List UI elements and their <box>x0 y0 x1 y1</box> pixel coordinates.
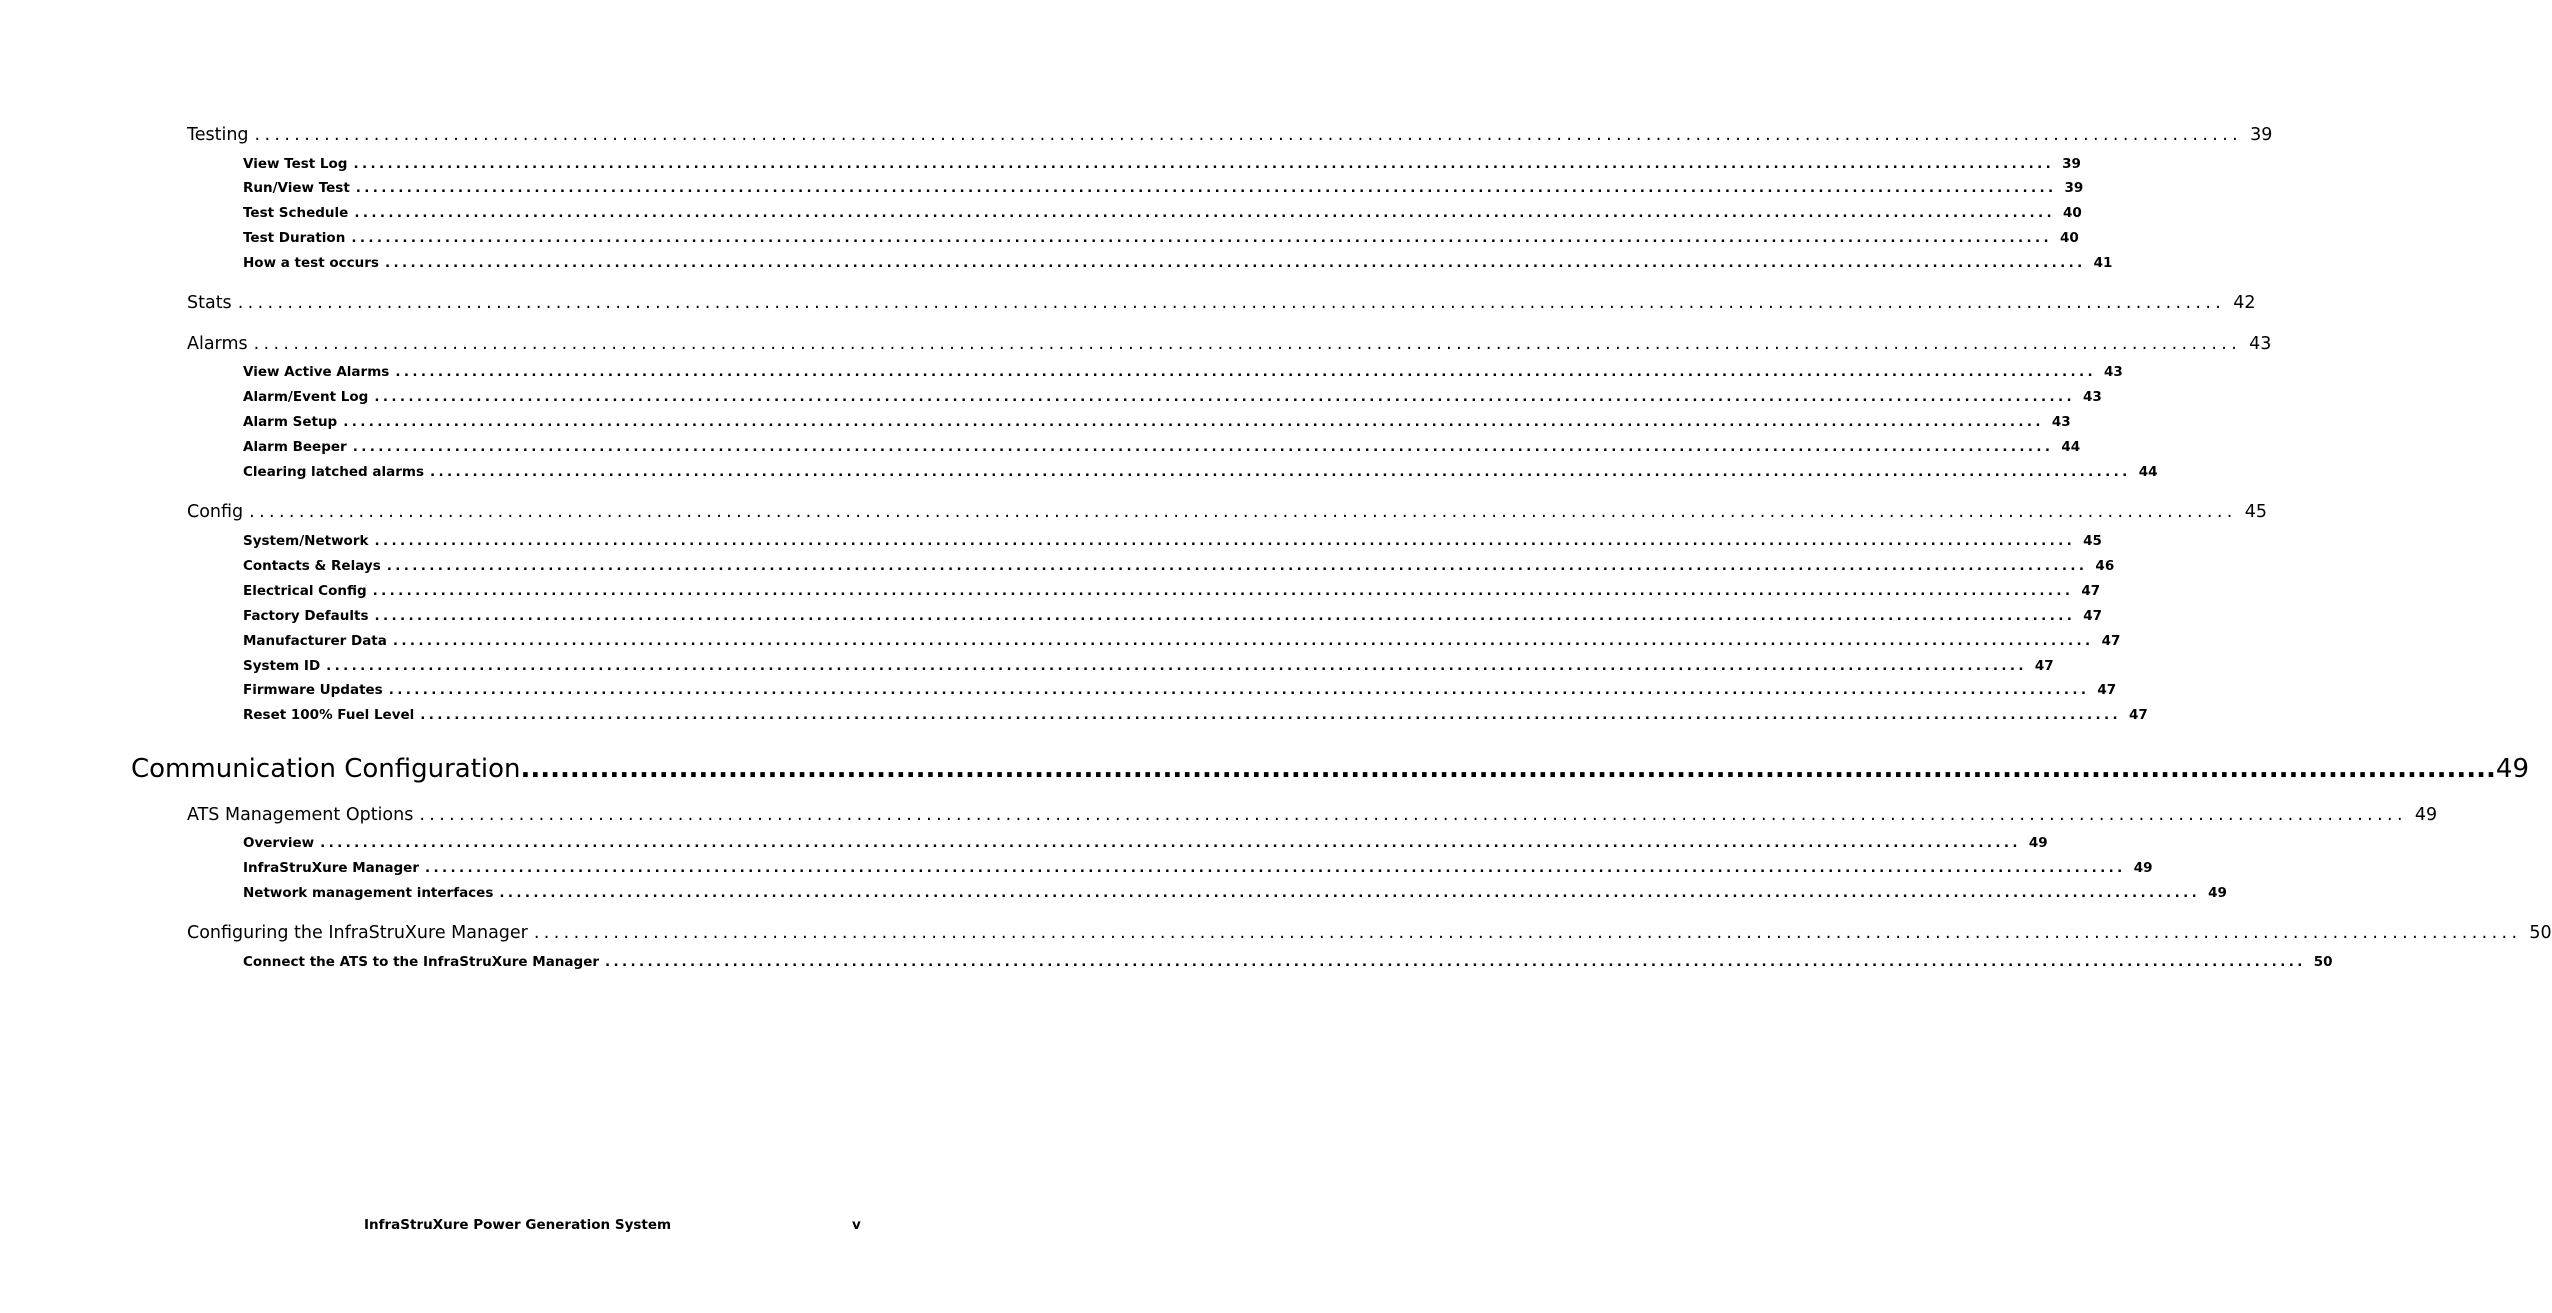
toc-entry-page: 47 <box>2083 608 2102 624</box>
dot-leader: ........................................................................................................................................................................................................ <box>420 707 2121 723</box>
toc-entry-page: 42 <box>2233 293 2256 313</box>
dot-leader: ........................................................................................................................................................................................................ <box>374 608 2076 624</box>
toc-entry-network-management-interfaces[interactable] <box>243 885 2227 901</box>
toc-entry-alarm-setup[interactable] <box>243 414 2071 430</box>
dot-leader: ........................................................................................................................................................................................................ <box>384 255 2086 271</box>
toc-entry-page: 43 <box>2104 364 2123 380</box>
toc-entry-system-id[interactable] <box>243 658 2054 674</box>
toc-entry-firmware-updates[interactable] <box>243 682 2117 698</box>
toc-entry-page: 40 <box>2060 230 2079 246</box>
toc-entry-how-a-test-occurs[interactable] <box>243 255 2113 271</box>
toc-entry-label: InfraStruXure Manager <box>243 860 419 876</box>
dot-leader: ........................................................................................................................................................................................................ <box>430 464 2131 480</box>
toc-entry-clearing-latched-alarms[interactable] <box>243 464 2158 480</box>
toc-entry-page: 47 <box>2101 633 2121 649</box>
dot-leader: ........................................................................................................................................................................................................ <box>520 754 2496 784</box>
toc-entry-stats[interactable] <box>187 293 2256 313</box>
dot-leader: ........................................................................................................................................................................................................ <box>605 954 2306 970</box>
toc-entry-label: View Active Alarms <box>243 364 390 380</box>
toc-entry-page: 43 <box>2051 414 2071 430</box>
toc-entry-view-active-alarms[interactable] <box>243 364 2123 380</box>
toc-entry-page: 41 <box>2093 255 2113 271</box>
toc-entry-connect-ats[interactable] <box>243 954 2333 970</box>
toc-entry-page: 50 <box>2313 954 2333 970</box>
toc-entry-label: System/Network <box>243 533 369 549</box>
toc-entry-contacts-relays[interactable] <box>243 558 2115 574</box>
toc-entry-test-duration[interactable] <box>243 230 2079 246</box>
toc-entry-config[interactable] <box>187 502 2267 522</box>
toc-entry-label: Reset 100% Fuel Level <box>243 707 415 723</box>
toc-entry-page: 49 <box>2414 805 2438 825</box>
toc-entry-label: Configuring the InfraStruXure Manager <box>187 923 528 943</box>
toc-entry-label: Alarm/Event Log <box>243 389 369 405</box>
toc-entry-run-view-test[interactable] <box>243 180 2084 196</box>
dot-leader: ........................................................................................................................................................................................................ <box>374 389 2076 405</box>
dot-leader: ........................................................................................................................................................................................................ <box>254 125 2243 145</box>
toc-entry-page: 43 <box>2249 334 2272 354</box>
toc-entry-page: 49 <box>2495 754 2530 784</box>
dot-leader: ........................................................................................................................................................................................................ <box>352 439 2054 455</box>
dot-leader: ........................................................................................................................................................................................................ <box>253 334 2242 354</box>
toc-entry-alarms[interactable] <box>187 334 2272 354</box>
toc-entry-label: Factory Defaults <box>243 608 369 624</box>
toc-entry-reset-fuel-level[interactable] <box>243 707 2148 723</box>
toc-entry-page: 49 <box>2133 860 2153 876</box>
toc-entry-manufacturer-data[interactable] <box>243 633 2121 649</box>
dot-leader: ........................................................................................................................................................................................................ <box>374 533 2076 549</box>
toc-entry-page: 44 <box>2061 439 2081 455</box>
toc-entry-page: 39 <box>2064 180 2084 196</box>
footer-title: InfraStruXure Power Generation System <box>364 1217 672 1233</box>
toc-entry-page: 39 <box>2250 125 2273 145</box>
toc-entry-label: ATS Management Options <box>187 805 414 825</box>
dot-leader: ........................................................................................................................................................................................................ <box>533 923 2522 943</box>
toc-entry-label: How a test occurs <box>243 255 379 271</box>
toc-entry-label: Electrical Config <box>243 583 367 599</box>
dot-leader: ........................................................................................................................................................................................................ <box>237 293 2226 313</box>
toc-entry-label: View Test Log <box>243 156 348 172</box>
toc-entry-page: 49 <box>2028 835 2048 851</box>
toc-entry-label: Alarm Beeper <box>243 439 347 455</box>
dot-leader: ........................................................................................................................................................................................................ <box>351 230 2052 246</box>
toc-entry-page: 40 <box>2063 205 2082 221</box>
dot-leader: ........................................................................................................................................................................................................ <box>386 558 2088 574</box>
toc-entry-label: Clearing latched alarms <box>243 464 424 480</box>
toc-chapter-communication-configuration[interactable] <box>131 754 2530 784</box>
toc-entry-page: 50 <box>2529 923 2552 943</box>
toc-entry-test-schedule[interactable] <box>243 205 2082 221</box>
dot-leader: ........................................................................................................................................................................................................ <box>419 805 2407 825</box>
toc-entry-page: 47 <box>2081 583 2101 599</box>
toc-entry-page: 45 <box>2244 502 2267 522</box>
dot-leader: ........................................................................................................................................................................................................ <box>395 364 2096 380</box>
toc-entry-label: Manufacturer Data <box>243 633 387 649</box>
toc-entry-label: Config <box>187 502 244 522</box>
toc-entry-page: 46 <box>2095 558 2115 574</box>
toc-entry-label: Connect the ATS to the InfraStruXure Manager <box>243 954 600 970</box>
toc-entry-label: Communication Configuration <box>131 754 521 784</box>
toc-entry-label: Contacts & Relays <box>243 558 381 574</box>
toc-entry-label: Test Schedule <box>243 205 349 221</box>
toc-entry-factory-defaults[interactable] <box>243 608 2102 624</box>
toc-entry-label: Run/View Test <box>243 180 350 196</box>
toc-entry-configuring-infrastruxure-manager[interactable] <box>187 923 2552 943</box>
dot-leader: ........................................................................................................................................................................................................ <box>343 414 2044 430</box>
toc-entry-label: Alarms <box>187 334 248 354</box>
dot-leader: ........................................................................................................................................................................................................ <box>326 658 2027 674</box>
toc-entry-page: 49 <box>2208 885 2227 901</box>
toc-entry-page: 47 <box>2097 682 2117 698</box>
toc-entry-system-network[interactable] <box>243 533 2102 549</box>
dot-leader: ........................................................................................................................................................................................................ <box>249 502 2237 522</box>
toc-entry-page: 43 <box>2083 389 2102 405</box>
toc-entry-alarm-beeper[interactable] <box>243 439 2081 455</box>
dot-leader: ........................................................................................................................................................................................................ <box>388 682 2090 698</box>
toc-entry-label: Alarm Setup <box>243 414 338 430</box>
toc-entry-label: Test Duration <box>243 230 346 246</box>
dot-leader: ........................................................................................................................................................................................................ <box>355 180 2057 196</box>
toc-entry-testing[interactable] <box>187 125 2273 145</box>
toc-entry-label: Testing <box>187 125 249 145</box>
toc-entry-page: 39 <box>2062 156 2081 172</box>
toc-entry-page: 47 <box>2034 658 2054 674</box>
dot-leader: ........................................................................................................................................................................................................ <box>353 156 2055 172</box>
toc-entry-label: Network management interfaces <box>243 885 494 901</box>
toc-entry-view-test-log[interactable] <box>243 156 2081 172</box>
toc-entry-overview[interactable] <box>243 835 2048 851</box>
toc-entry-label: Overview <box>243 835 315 851</box>
toc-entry-alarm-event-log[interactable] <box>243 389 2102 405</box>
dot-leader: ........................................................................................................................................................................................................ <box>372 583 2074 599</box>
dot-leader: ........................................................................................................................................................................................................ <box>425 860 2126 876</box>
toc-entry-page: 45 <box>2083 533 2102 549</box>
toc-entry-label: Firmware Updates <box>243 682 383 698</box>
toc-entry-label: Stats <box>187 293 232 313</box>
toc-entry-electrical-config[interactable] <box>243 583 2101 599</box>
toc-entry-page: 47 <box>2128 707 2148 723</box>
toc-entry-page: 44 <box>2138 464 2158 480</box>
toc-entry-ats-management-options[interactable] <box>187 805 2438 825</box>
toc-entry-label: System ID <box>243 658 321 674</box>
dot-leader: ........................................................................................................................................................................................................ <box>392 633 2094 649</box>
dot-leader: ........................................................................................................................................................................................................ <box>499 885 2201 901</box>
dot-leader: ........................................................................................................................................................................................................ <box>354 205 2055 221</box>
dot-leader: ........................................................................................................................................................................................................ <box>320 835 2021 851</box>
toc-entry-infrastruxure-manager[interactable] <box>243 860 2153 876</box>
footer-page-number: v <box>852 1217 861 1233</box>
